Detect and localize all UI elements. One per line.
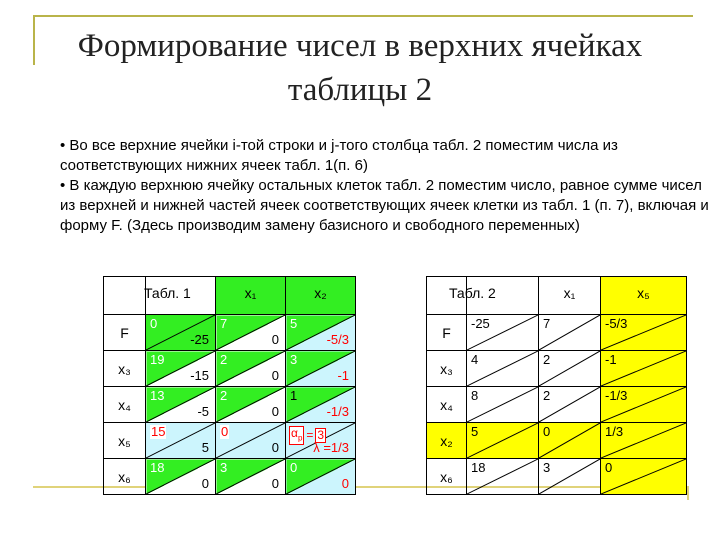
table2-cell: 5: [467, 423, 539, 459]
table1-cell: 2 0: [216, 387, 286, 423]
table1-cell: 3 -1: [286, 351, 356, 387]
table1-cell: 1 -1/3: [286, 387, 356, 423]
table-row: [427, 387, 687, 423]
table-row: [427, 459, 687, 495]
slide-title-line1: Формирование чисел в верхних ячейках: [77, 28, 643, 64]
table1-cell: 0 0: [216, 423, 286, 459]
table-row: [427, 315, 687, 351]
table-row: [427, 423, 687, 459]
table2-cell: 18: [467, 459, 539, 495]
table1-header-row: [104, 277, 356, 315]
table2-header-x5: x₅: [601, 277, 687, 315]
table2-corner: Табл. 2: [427, 277, 467, 315]
table2-row-label: x₆: [427, 459, 467, 495]
table-row: [427, 351, 687, 387]
table1-cell: 18 0: [146, 459, 216, 495]
table1-cell: 2 0: [216, 351, 286, 387]
table2-row-label: x₃: [427, 351, 467, 387]
slide-title: [40, 24, 680, 112]
table1-header-x2: x₂: [286, 277, 356, 315]
slide-title-line2: таблицы 2: [287, 72, 433, 108]
table2-cell: 3: [539, 459, 601, 495]
table2-cell: 1/3: [601, 423, 687, 459]
table1-cell: 13 -5: [146, 387, 216, 423]
table2-header-row: [427, 277, 687, 315]
table2-row-label: F: [427, 315, 467, 351]
table2-corner-ext: [467, 277, 539, 315]
bullet-list: [60, 136, 716, 236]
table1-cell: 7 0: [216, 315, 286, 351]
table1-cell: 3 0: [216, 459, 286, 495]
table-row: [104, 315, 356, 351]
table-row: [104, 351, 356, 387]
bullet-1: • Во все верхние ячейки i-той строки и j-того столбца табл. 2 поместим числа из соответствующих нижних ячеек табл. 1(п. 6): [60, 137, 618, 174]
table1-cell: 5 -5/3: [286, 315, 356, 351]
table2-cell: 0: [539, 423, 601, 459]
frame-bottom-tick: [687, 486, 689, 500]
table1-row-label: x₃: [104, 351, 146, 387]
table2-cell: 7: [539, 315, 601, 351]
table2-cell: -1: [601, 351, 687, 387]
table1-row-label: x₆: [104, 459, 146, 495]
table1-pivot-cell: $\alpha_р$ = 3 λ =1/3: [286, 423, 356, 459]
table-row: [104, 387, 356, 423]
table1-corner-ext: [146, 277, 216, 315]
table1-header-x1: x₁: [216, 277, 286, 315]
table1-cell: 0 -25: [146, 315, 216, 351]
bullet-2: • В каждую верхнюю ячейку остальных клеток табл. 2 поместим число, равное сумме чисел из верхней и нижней частей ячеек соответствующих ячеек клетки из табл. 1 (п. 7), включая и форму F. (Здесь производим замену базисного и свободного переменных): [60, 177, 709, 234]
table-row: [104, 423, 356, 459]
table-1: [103, 276, 356, 495]
table2-cell: 0: [601, 459, 687, 495]
table-row: [104, 459, 356, 495]
table2-row-label: x₄: [427, 387, 467, 423]
frame-top-line: [33, 15, 693, 17]
table1-row-label: x₄: [104, 387, 146, 423]
table1-row-label: F: [104, 315, 146, 351]
table2-cell: -5/3: [601, 315, 687, 351]
table2-cell: 2: [539, 351, 601, 387]
table1-cell: 0 0: [286, 459, 356, 495]
table2-cell: -25: [467, 315, 539, 351]
table2-cell: 8: [467, 387, 539, 423]
table1-cell: 15 5: [146, 423, 216, 459]
table1-corner: Табл. 1: [104, 277, 146, 315]
table2-cell: 4: [467, 351, 539, 387]
table2-row-label: x₂: [427, 423, 467, 459]
table1-row-label: x₅: [104, 423, 146, 459]
table2-cell: 2: [539, 387, 601, 423]
table1-cell: 19 -15: [146, 351, 216, 387]
frame-left-line: [33, 15, 35, 65]
table2-cell: -1/3: [601, 387, 687, 423]
table-2: [426, 276, 687, 495]
table2-header-x1: x₁: [539, 277, 601, 315]
pivot-element: $\alpha_р$ = 3: [289, 426, 326, 445]
